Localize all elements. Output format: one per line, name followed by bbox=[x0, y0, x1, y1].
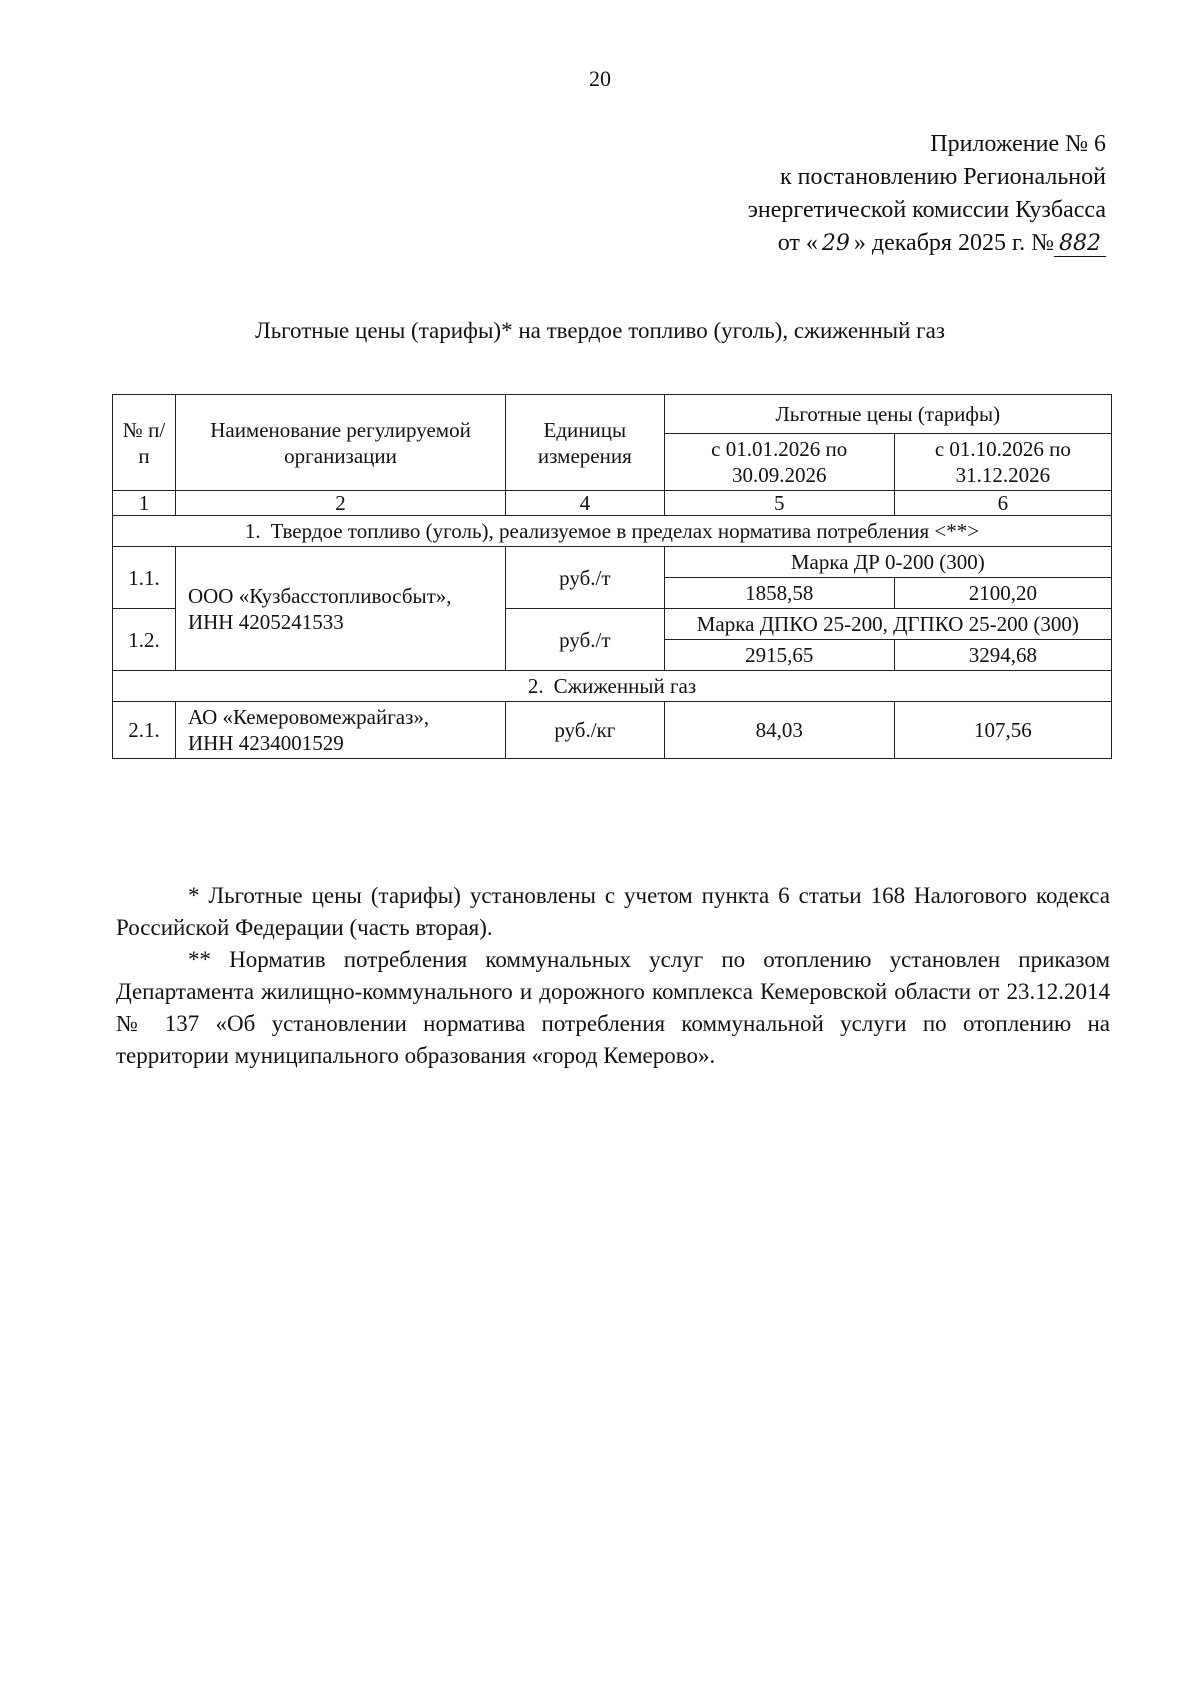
footnote-2: ** Норматив потребления коммунальных услуг по отоплению установлен приказом Департамента жилищно-коммунального и дорожного комплекса Кемеровской области от 23.12.2014 № 137 «Об установлении норматива потребления коммунальной услуги по отоплению на территории муниципального образования «город Кемерово». bbox=[116, 947, 1110, 1068]
header-org: Наименование регулируемой организации bbox=[175, 395, 505, 491]
table-header-row bbox=[113, 395, 1112, 434]
unit-cell: руб./кг bbox=[506, 702, 665, 759]
header-period-2: с 01.10.2026 по 31.12.2026 bbox=[894, 434, 1111, 491]
price-cell: 2100,20 bbox=[894, 578, 1111, 609]
price-cell: 2915,65 bbox=[664, 640, 894, 671]
section-number: 1. bbox=[244, 519, 261, 543]
column-number: 6 bbox=[894, 491, 1111, 516]
header-unit: Единицы измерения bbox=[506, 395, 665, 491]
organization-cell bbox=[175, 702, 505, 759]
organization-inn: ИНН 4205241533 bbox=[187, 609, 344, 634]
date-middle: » декабря 2025 г. № bbox=[853, 230, 1054, 256]
header-num: № п/п bbox=[113, 395, 176, 491]
row-number: 2.1. bbox=[113, 702, 176, 759]
header-period-1: с 01.01.2026 по 30.09.2026 bbox=[664, 434, 894, 491]
section-heading-gas bbox=[113, 671, 1112, 702]
document-title: Льготные цены (тарифы)* на твердое топливо (уголь), сжиженный газ bbox=[255, 318, 945, 343]
footnote-1: * Льготные цены (тарифы) установлены с учетом пункта 6 статьи 168 Налогового кодекса Российской Федерации (часть вторая). bbox=[116, 883, 1110, 940]
organization-inn: ИНН 4234001529 bbox=[187, 731, 344, 755]
brand-cell: Марка ДПКО 25-200, ДГПКО 25-200 (300) bbox=[664, 609, 1111, 640]
appendix-header bbox=[748, 128, 1106, 260]
price-cell: 107,56 bbox=[894, 702, 1111, 759]
page-number: 20 bbox=[589, 66, 611, 91]
column-number: 5 bbox=[664, 491, 894, 516]
organization-name: АО «Кемеровомежрайгаз», bbox=[187, 705, 430, 729]
section-heading-coal bbox=[113, 516, 1112, 547]
column-number: 1 bbox=[113, 491, 176, 516]
unit-cell: руб./т bbox=[506, 547, 665, 609]
column-number: 4 bbox=[506, 491, 665, 516]
price-cell: 3294,68 bbox=[894, 640, 1111, 671]
header-prices: Льготные цены (тарифы) bbox=[664, 395, 1111, 434]
price-cell: 84,03 bbox=[664, 702, 894, 759]
table-row bbox=[113, 547, 1112, 578]
brand-cell: Марка ДР 0-200 (300) bbox=[664, 547, 1111, 578]
organization-cell bbox=[175, 547, 505, 671]
section-number: 2. bbox=[527, 674, 544, 698]
section-row-coal bbox=[113, 516, 1112, 547]
footnotes bbox=[116, 880, 1110, 1072]
unit-cell: руб./т bbox=[506, 609, 665, 671]
column-numbers-row bbox=[113, 491, 1112, 516]
tariff-table bbox=[112, 394, 1112, 759]
section-row-gas bbox=[113, 671, 1112, 702]
row-number: 1.1. bbox=[113, 547, 176, 609]
column-number: 2 bbox=[175, 491, 505, 516]
date-prefix: от « bbox=[777, 230, 818, 256]
section-title: Сжиженный газ bbox=[553, 674, 697, 698]
section-title: Твердое топливо (уголь), реализуемое в пределах норматива потребления <**> bbox=[270, 519, 980, 543]
appendix-commission-line: энергетической комиссии Кузбасса bbox=[747, 197, 1106, 223]
organization-name: ООО «Кузбасстопливосбыт», bbox=[187, 583, 452, 608]
handwritten-day: 29 bbox=[821, 231, 850, 256]
handwritten-number: 882 bbox=[1054, 232, 1106, 257]
appendix-title: Приложение № 6 bbox=[930, 131, 1106, 157]
price-cell: 1858,58 bbox=[664, 578, 894, 609]
table-row bbox=[113, 702, 1112, 759]
row-number: 1.2. bbox=[113, 609, 176, 671]
appendix-resolution-line: к постановлению Региональной bbox=[780, 164, 1106, 190]
appendix-date-line bbox=[748, 227, 1106, 260]
